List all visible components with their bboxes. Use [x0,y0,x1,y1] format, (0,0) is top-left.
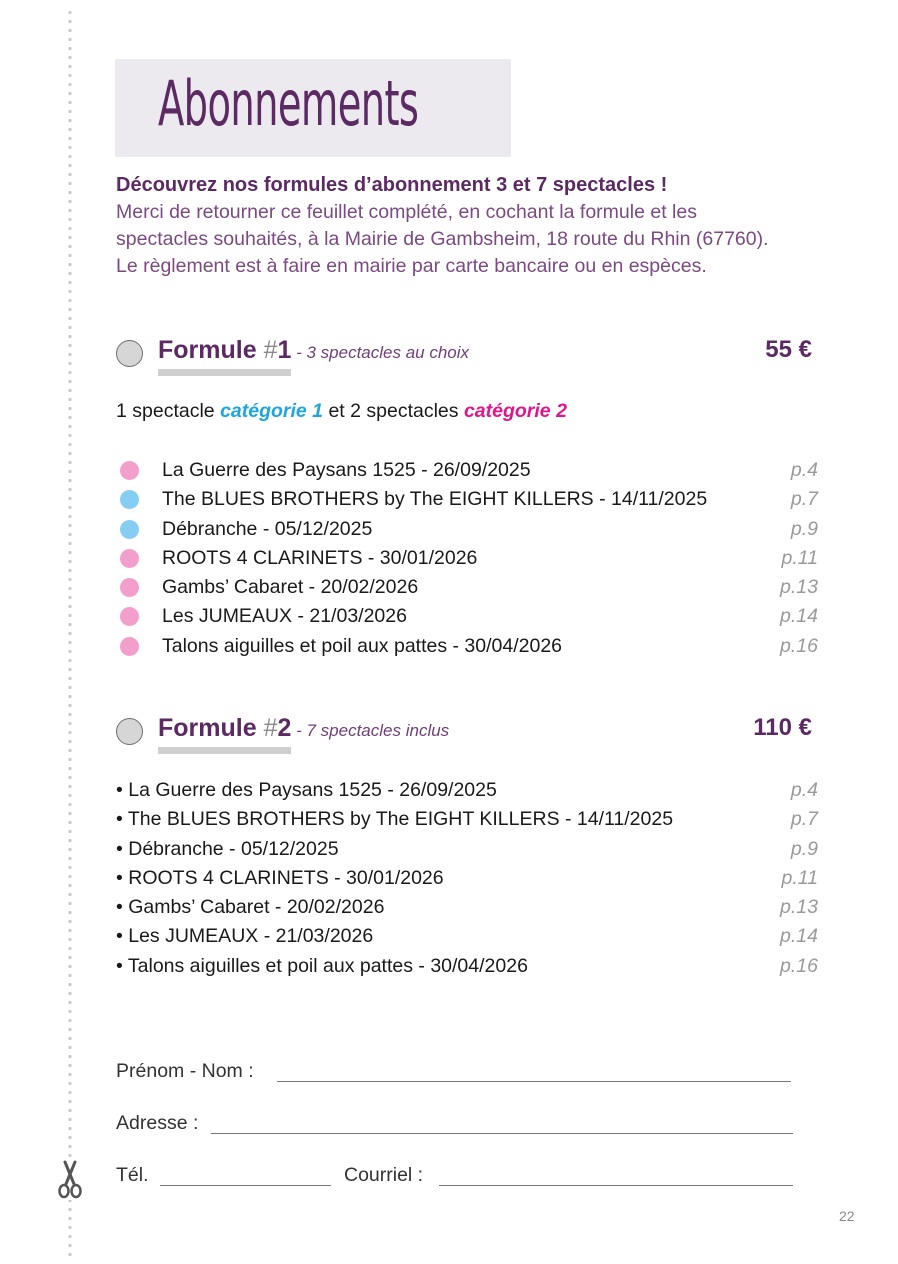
list-item [116,777,818,806]
checkbox-dot[interactable] [120,490,139,509]
show-title: • La Guerre des Paysans 1525 - 26/09/2025 [116,779,497,801]
intro-line-3: Le règlement est à faire en mairie par carte bancaire ou en espèces. [116,255,707,277]
checkbox-dot[interactable] [120,549,139,568]
show-title: La Guerre des Paysans 1525 - 26/09/2025 [162,459,531,481]
address-label: Adresse : [116,1112,199,1134]
checkbox-dot[interactable] [120,637,139,656]
checkbox-dot[interactable] [120,520,139,539]
formule-1-list [116,457,818,662]
rule-prefix: 1 spectacle [116,400,221,422]
show-title: • ROOTS 4 CLARINETS - 30/01/2026 [116,866,444,889]
list-item [116,894,818,923]
page-title: Abonnements [158,67,419,140]
list-item [116,545,818,574]
page-ref: p.13 [780,896,818,919]
page-ref: p.11 [781,866,818,889]
formule-1-subtitle: - 3 spectacles au choix [291,343,470,362]
rule-middle: et 2 spectacles [323,400,464,422]
list-item [116,603,818,632]
formule-2-number: 2 [277,714,292,742]
show-title: Les JUMEAUX - 21/03/2026 [162,605,407,628]
formule-2-word: Formule [158,714,264,742]
formule-1-title [158,336,469,365]
show-title: Talons aiguilles et poil aux pattes - 30/04/2026 [162,634,563,657]
page-number: 22 [839,1208,855,1224]
list-item [116,516,818,545]
list-item [116,574,818,603]
list-item [116,836,818,865]
formule-1-word: Formule [158,336,264,364]
formule-2-subtitle: - 7 spectacles inclus [291,721,450,740]
address-field[interactable] [211,1133,793,1134]
email-field[interactable] [439,1185,793,1186]
list-item [116,865,818,894]
formule-1-rule [116,400,567,423]
formule-2-list [116,777,818,982]
name-label: Prénom - Nom : [116,1060,254,1082]
email-label: Courriel : [344,1164,424,1186]
formule-1-underline [158,369,291,376]
intro-line-2: spectacles souhaités, à la Mairie de Gambsheim, 18 route du Rhin (67760). [116,228,769,250]
intro-lead: Découvrez nos formules d’abonnement 3 et 7 spectacles ! [116,174,668,196]
list-item [116,953,818,982]
formule-1-hash: # [263,336,278,364]
formule-1-radio[interactable] [116,340,143,367]
checkbox-dot[interactable] [120,461,139,480]
show-title: • Les JUMEAUX - 21/03/2026 [116,925,374,948]
show-title: • The BLUES BROTHERS by The EIGHT KILLERS - 14/11/2025 [116,808,674,831]
page-ref: p.16 [780,954,818,977]
show-title: The BLUES BROTHERS by The EIGHT KILLERS - 14/11/2025 [162,488,708,511]
page-ref: p.14 [780,605,818,628]
cut-line [68,8,72,1258]
formule-1-number: 1 [277,336,292,364]
intro-block [116,172,836,280]
checkbox-dot[interactable] [120,607,139,626]
intro-line-1: Merci de retourner ce feuillet complété, en cochant la formule et les [116,201,697,223]
tel-label: Tél. [116,1164,149,1186]
page-ref: p.16 [780,634,818,657]
category-2-label: catégorie 2 [463,400,567,422]
page-ref: p.14 [780,925,818,948]
page-ref: p.4 [790,779,818,801]
formule-2-hash: # [263,714,278,742]
show-title: Débranche - 05/12/2025 [162,517,373,540]
show-title: • Débranche - 05/12/2025 [116,837,339,860]
list-item [116,457,818,486]
formule-2-underline [158,747,291,754]
formule-2-radio[interactable] [116,718,143,745]
list-item [116,486,818,515]
formule-2-price: 110 € [753,714,812,741]
show-title: • Talons aiguilles et poil aux pattes - 30/04/2026 [116,954,528,977]
category-1-label: catégorie 1 [220,400,324,422]
formule-2-title [158,714,449,743]
page-ref: p.9 [790,517,818,540]
page-ref: p.11 [781,546,818,569]
page-ref: p.13 [780,576,818,599]
list-item [116,806,818,835]
list-item [116,633,818,662]
scissors-icon [56,1160,84,1200]
name-field[interactable] [277,1081,791,1082]
formule-2-header [116,714,816,754]
formule-1-price: 55 € [765,336,812,363]
page-ref: p.7 [790,488,818,511]
list-item [116,923,818,952]
show-title: ROOTS 4 CLARINETS - 30/01/2026 [162,546,478,569]
page-ref: p.9 [790,837,818,860]
tel-field[interactable] [160,1185,331,1186]
checkbox-dot[interactable] [120,578,139,597]
formule-1-header [116,336,816,376]
show-title: Gambs’ Cabaret - 20/02/2026 [162,576,419,599]
page-ref: p.4 [790,459,818,481]
page-ref: p.7 [790,808,818,831]
show-title: • Gambs’ Cabaret - 20/02/2026 [116,896,385,919]
